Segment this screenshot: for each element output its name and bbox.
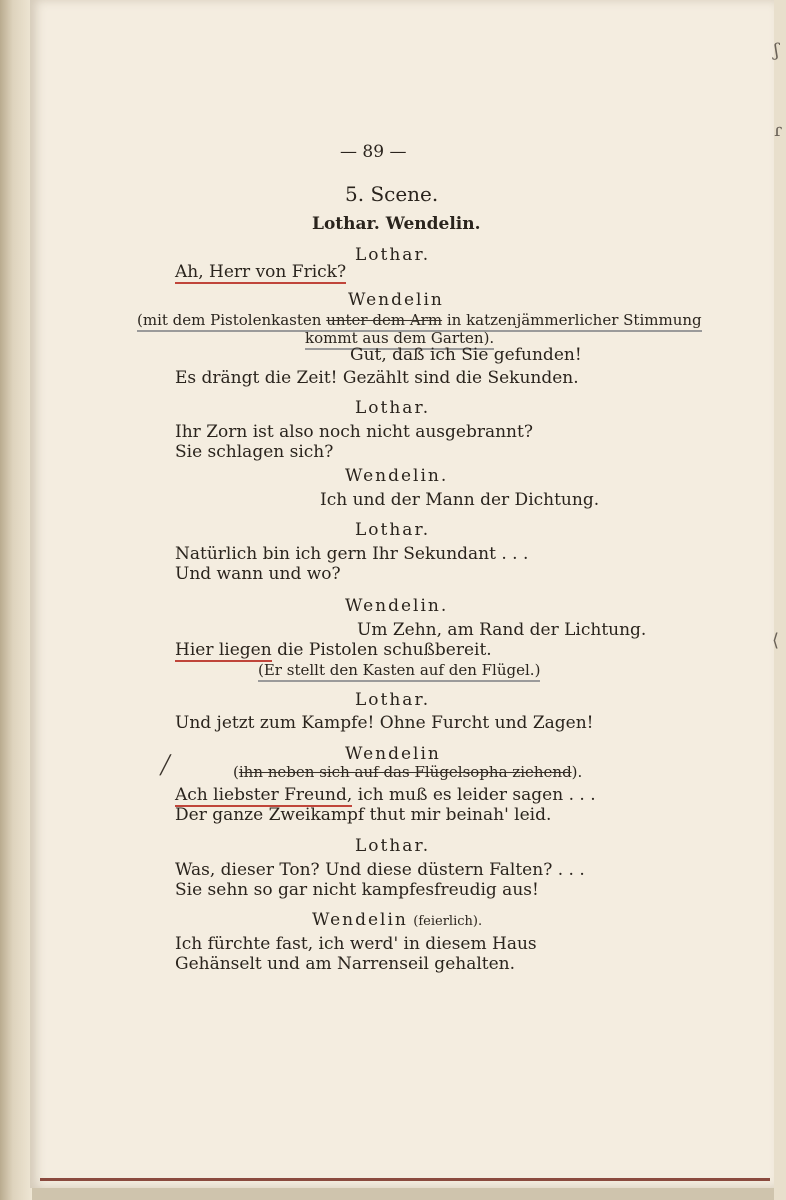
verse-line: Natürlich bin ich gern Ihr Sekundant . . . (175, 544, 529, 564)
stage-direction: (Er stellt den Kasten auf den Flügel.) (258, 660, 540, 682)
scene-title: 5. Scene. (345, 182, 439, 206)
speaker-name: Wendelin (312, 910, 408, 930)
verse-line: Es drängt die Zeit! Gezählt sind die Sekunden. (175, 368, 579, 388)
verse-line: Gehänselt und am Narrenseil gehalten. (175, 954, 516, 974)
verse-line: Gut, daß ich Sie gefunden! (350, 345, 582, 365)
stage-direction (233, 762, 582, 782)
stage-text: (mit dem Pistolenkasten (137, 311, 322, 329)
speaker-name: Lothar. (355, 245, 431, 265)
verse-line: Was, dieser Ton? Und diese düstern Falten? . . . (175, 860, 585, 880)
page-number: — 89 — (340, 142, 407, 162)
margin-mark: ⟨ (772, 630, 780, 651)
speaker-name: Lothar. (355, 398, 431, 418)
verse-line: Um Zehn, am Rand der Lichtung. (357, 620, 647, 640)
stage-direction: (feierlich). (413, 914, 483, 929)
verse-text-marked: Hier liegen (175, 640, 272, 660)
scene-characters: Lothar. Wendelin. (312, 214, 481, 234)
stage-text-struck: unter dem Arm (326, 311, 443, 329)
verse-line (175, 640, 492, 660)
margin-mark: ʃ (774, 40, 779, 61)
stage-text: ). (571, 763, 583, 781)
check-mark: ╱ (160, 755, 171, 776)
book-page (30, 0, 774, 1188)
page-edge (774, 0, 786, 1200)
speaker-line (312, 910, 482, 932)
speaker-name: Lothar. (355, 836, 431, 856)
margin-mark: ɾ (774, 120, 783, 141)
stage-text: ( (233, 763, 239, 781)
verse-line: Ihr Zorn ist also noch nicht ausgebrannt? (175, 422, 533, 442)
verse-text: die Pistolen schußbereit. (277, 640, 492, 660)
stage-text: in katzenjämmerlicher Stimmung (446, 311, 702, 329)
speaker-name: Wendelin. (345, 466, 449, 486)
verse-line: Der ganze Zweikampf thut mir beinah' leid. (175, 805, 552, 825)
verse-line: Ich und der Mann der Dichtung. (320, 490, 600, 510)
verse-line: Ich fürchte fast, ich werd' in diesem Haus (175, 934, 537, 954)
speaker-name: Wendelin (345, 744, 441, 764)
book-spine (0, 0, 32, 1200)
verse-line: Sie schlagen sich? (175, 442, 334, 462)
verse-line (175, 262, 346, 282)
verse-line (175, 785, 596, 805)
verse-text-marked: Ach liebster Freund, (175, 785, 353, 805)
verse-text: Ah, Herr von Frick? (175, 262, 347, 282)
stage-direction: kommt aus dem Garten). (305, 328, 494, 350)
verse-text: ich muß es leider sagen . . . (357, 785, 596, 805)
verse-line: Sie sehn so gar nicht kampfesfreudig aus! (175, 880, 539, 900)
verse-line: Und wann und wo? (175, 564, 341, 584)
page-bottom-edge (40, 1178, 770, 1181)
stage-text-struck: ihn neben sich auf das Flügelsopha ziehend (238, 763, 572, 781)
speaker-name: Wendelin. (345, 596, 449, 616)
speaker-name: Lothar. (355, 690, 431, 710)
speaker-name: Wendelin (348, 290, 444, 310)
speaker-name: Lothar. (355, 520, 431, 540)
verse-line: Und jetzt zum Kampfe! Ohne Furcht und Zagen! (175, 713, 594, 733)
